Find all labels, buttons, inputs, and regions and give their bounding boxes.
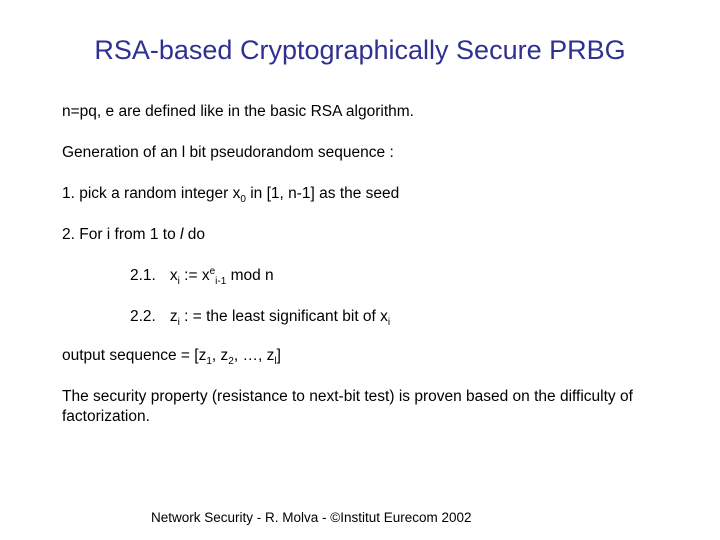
- step-2-1-tail: mod n: [226, 267, 274, 284]
- intro-text: n=pq, e are defined like in the basic RSA algorithm.: [62, 103, 414, 120]
- slide-footer: Network Security - R. Molva - ©Institut Eurecom 2002: [151, 510, 472, 525]
- step-2-variable: l: [180, 226, 184, 243]
- security-text: The security property (resistance to next-bit test) is proven based on the difficulty of factorization.: [62, 388, 633, 425]
- step-2-2-lhs-subscript: i: [177, 317, 180, 328]
- step-2-2-label: 2.2.: [130, 308, 156, 325]
- step-2-before: 2. For i from 1 to: [62, 226, 181, 243]
- step-2-2: [130, 307, 390, 327]
- step-2-1-assign: := x: [179, 267, 210, 284]
- step-2-2-lhs: z: [169, 308, 178, 325]
- output-sequence: [62, 346, 281, 366]
- output-end: ]: [276, 347, 281, 364]
- step-2-1: [130, 266, 274, 286]
- output-sub-l: l: [274, 356, 277, 367]
- step-2-1-lhs: x: [169, 267, 178, 284]
- step-2-2-text-subscript: i: [387, 317, 391, 328]
- step-2-after: do: [183, 226, 206, 243]
- output-before: output sequence = [z: [62, 347, 207, 364]
- output-sub-1: 1: [206, 356, 212, 367]
- step-1-after: in [1, n-1] as the seed: [245, 185, 400, 202]
- step-2-1-lhs-subscript: i: [177, 276, 180, 287]
- step-1: [62, 184, 399, 204]
- output-sub-2: 2: [228, 356, 234, 367]
- slide-title: RSA-based Cryptographically Secure PRBG: [94, 35, 626, 65]
- step-2-1-exponent: e: [209, 266, 216, 277]
- step-2: [62, 225, 205, 245]
- step-2-2-text: : = the least significant bit of x: [179, 308, 388, 325]
- step-2-1-label: 2.1.: [130, 267, 156, 284]
- output-mid-1: , z: [211, 347, 229, 364]
- step-1-before: 1. pick a random integer x: [62, 185, 241, 202]
- generation-text: Generation of an l bit pseudorandom sequence :: [62, 144, 394, 161]
- step-1-subscript: 0: [240, 194, 246, 205]
- output-mid-2: , …, z: [233, 347, 275, 364]
- step-2-1-rhs-subscript: i-1: [215, 276, 227, 287]
